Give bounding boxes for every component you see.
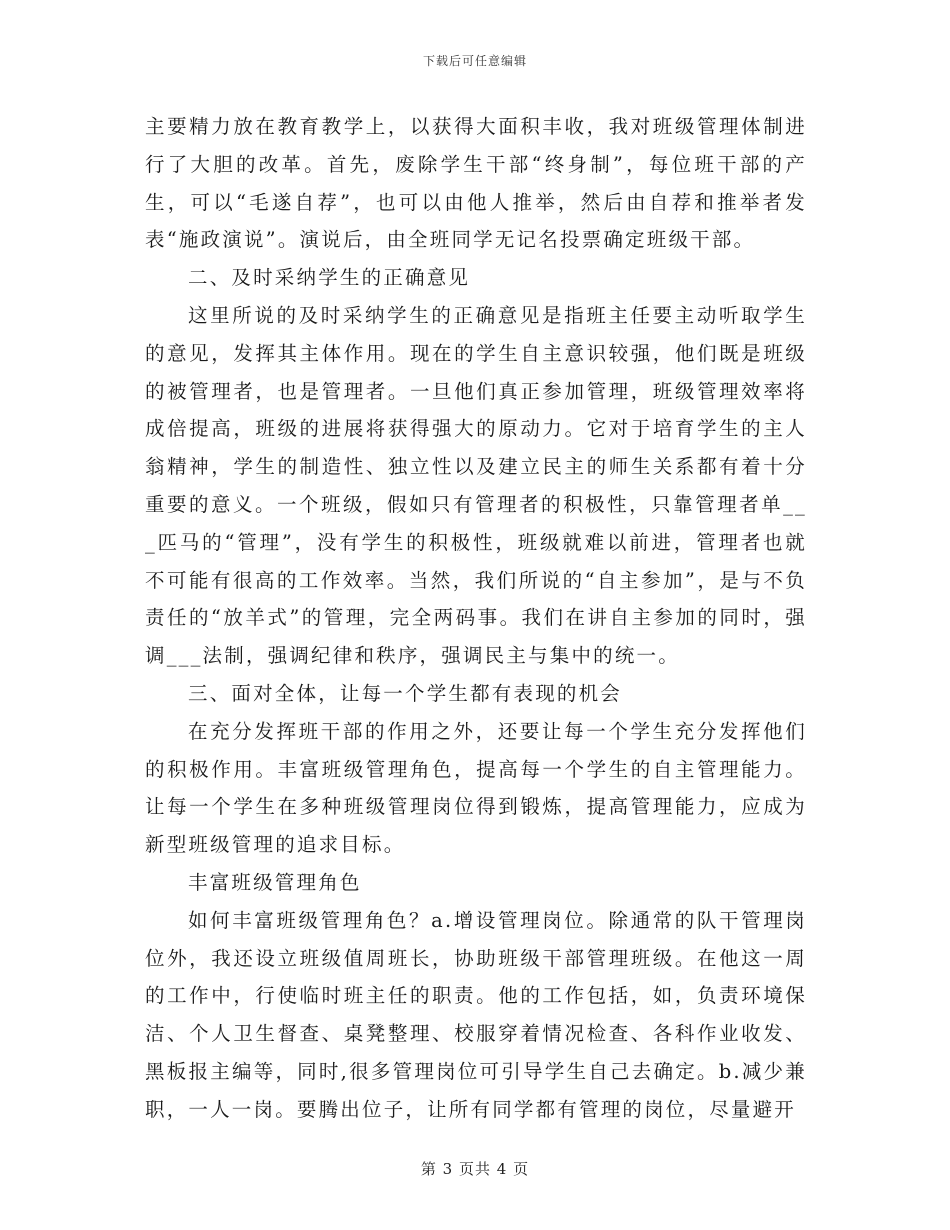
paragraph-3: 这里所说的及时采纳学生的正确意见是指班主任要主动听取学生的意见，发挥其主体作用。现在的学生自主意识较强，他们既是班级的被管理者，也是管理者。一旦他们真正参加管理，班级管理效率将成倍提高，班级的进展将获得强大的原动力。它对于培育学生的主人翁精神，学生的制造性、独立性以及建立民主的师生关系都有着十分重要的意义。一个班级，假如只有管理者的积极性，只靠管理者单___匹马的“管理”，没有学生的积极性，班级就难以前进，管理者也就不可能有很高的工作效率。当然，我们所说的“自主参加”，是与不负责任的“放羊式”的管理，完全两码事。我们在讲自主参加的同时，强调___法制，强调纪律和秩序，强调民主与集中的统一。 — [145, 303, 807, 668]
page-header: 下载后可任意编辑 — [422, 54, 527, 68]
paragraph-1: 主要精力放在教育教学上，以获得大面积丰收，我对班级管理体制进行了大胆的改革。首先，废除学生干部“终身制”，每位班干部的产生，可以“毛遂自荐”，也可以由他人推举，然后由自荐和推举者发表“施政演说”。演说后，由全班同学无记名投票确定班级干部。 — [145, 115, 807, 252]
page-number-footer: 第 3 页共 4 页 — [420, 1160, 530, 1178]
section-heading-2: 二、及时采纳学生的正确意见 — [188, 266, 471, 290]
section-heading-4: 三、面对全体，让每一个学生都有表现的机会 — [188, 681, 623, 705]
paragraph-5: 在充分发挥班干部的作用之外，还要让每一个学生充分发挥他们的积极作用。丰富班级管理角色，提高每一个学生的自主管理能力。让每一个学生在多种班级管理岗位得到锻炼，提高管理能力，应成为新型班级管理的追求目标。 — [145, 719, 807, 857]
document-body — [145, 108, 807, 1129]
subheading-6: 丰富班级管理角色 — [188, 870, 362, 894]
paragraph-7: 如何丰富班级管理角色？a.增设管理岗位。除通常的队干管理岗位外，我还设立班级值周班长，协助班级干部管理班级。在他这一周的工作中，行使临时班主任的职责。他的工作包括，如，负责环境保洁、个人卫生督查、桌凳整理、校服穿着情况检查、各科作业收发、黑板报主编等，同时,很多管理岗位可引导学生自己去确定。b.减少兼职，一人一岗。要腾出位子，让所有同学都有管理的岗位，尽量避开 — [145, 908, 807, 1121]
